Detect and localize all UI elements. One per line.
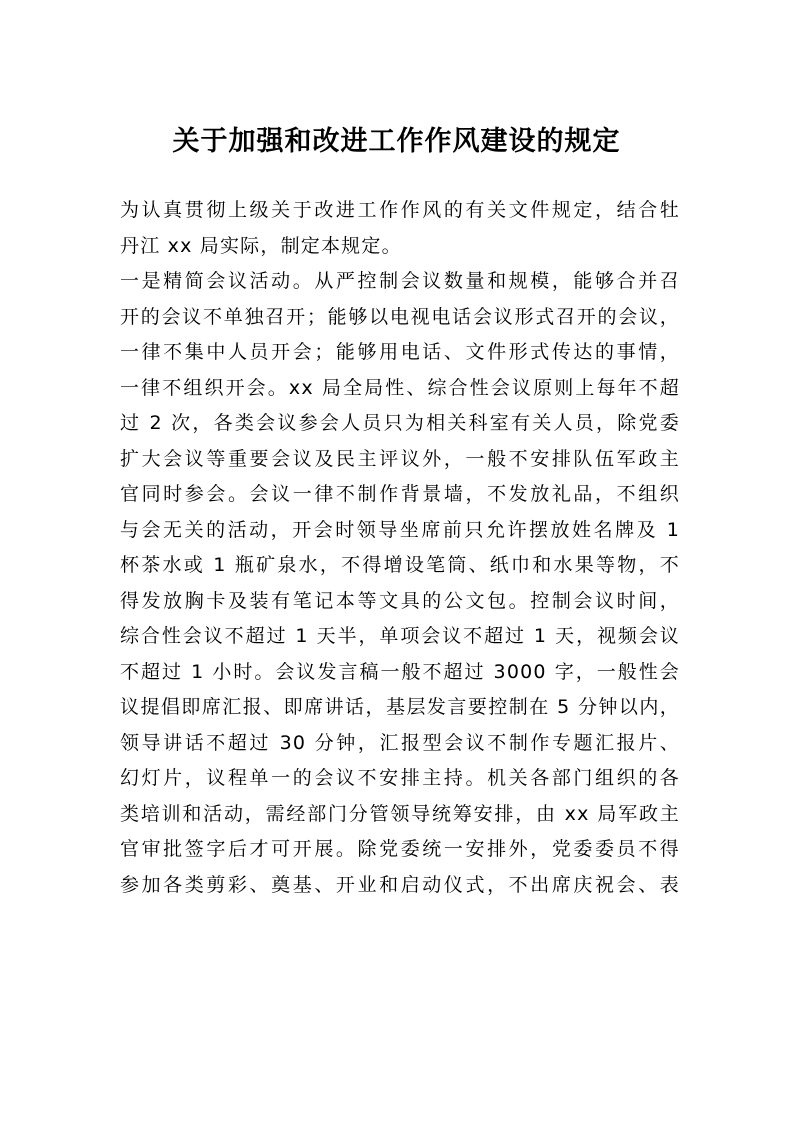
body-line: 一律不集中人员开会；能够用电话、文件形式传达的事情， — [120, 341, 680, 363]
body-line: 不超过 1 小时。会议发言稿一般不超过 3000 字，一般性会 — [120, 660, 680, 683]
body-line: 议提倡即席汇报、即席讲话，基层发言要控制在 5 分钟以内， — [120, 696, 680, 718]
document-body — [120, 193, 680, 903]
document-title: 关于加强和改进工作作风建设的规定 — [172, 126, 621, 157]
body-line: 与会无关的活动，开会时领导坐席前只允许摆放姓名牌及 1 — [120, 518, 680, 541]
body-line: 类培训和活动，需经部门分管领导统筹安排，由 xx 局军政主 — [120, 802, 680, 825]
body-line: 官同时参会。会议一律不制作背景墙，不发放礼品，不组织 — [120, 483, 680, 505]
body-line: 杯茶水或 1 瓶矿泉水，不得增设笔筒、纸巾和水果等物，不 — [120, 554, 680, 576]
body-line: 一律不组织开会。xx 局全局性、综合性会议原则上每年不超 — [120, 376, 680, 399]
body-line: 得发放胸卡及装有笔记本等文具的公文包。控制会议时间， — [120, 589, 680, 612]
body-line: 官审批签字后才可开展。除党委统一安排外，党委委员不得 — [120, 838, 680, 860]
body-line: 一是精简会议活动。从严控制会议数量和规模，能够合并召 — [120, 270, 680, 292]
body-line: 幻灯片，议程单一的会议不安排主持。机关各部门组织的各 — [120, 767, 680, 789]
body-line: 开的会议不单独召开；能够以电视电话会议形式召开的会议， — [120, 305, 680, 328]
body-line: 丹江 xx 局实际，制定本规定。 — [120, 234, 402, 257]
body-line: 扩大会议等重要会议及民主评议外，一般不安排队伍军政主 — [120, 447, 680, 470]
body-line: 综合性会议不超过 1 天半，单项会议不超过 1 天，视频会议 — [120, 625, 680, 647]
body-line: 参加各类剪彩、奠基、开业和启动仪式，不出席庆祝会、表 — [120, 873, 680, 896]
body-line: 过 2 次，各类会议参会人员只为相关科室有关人员，除党委 — [120, 412, 680, 434]
body-line: 为认真贯彻上级关于改进工作作风的有关文件规定，结合牡 — [120, 199, 680, 221]
body-line: 领导讲话不超过 30 分钟，汇报型会议不制作专题汇报片、 — [120, 731, 680, 754]
